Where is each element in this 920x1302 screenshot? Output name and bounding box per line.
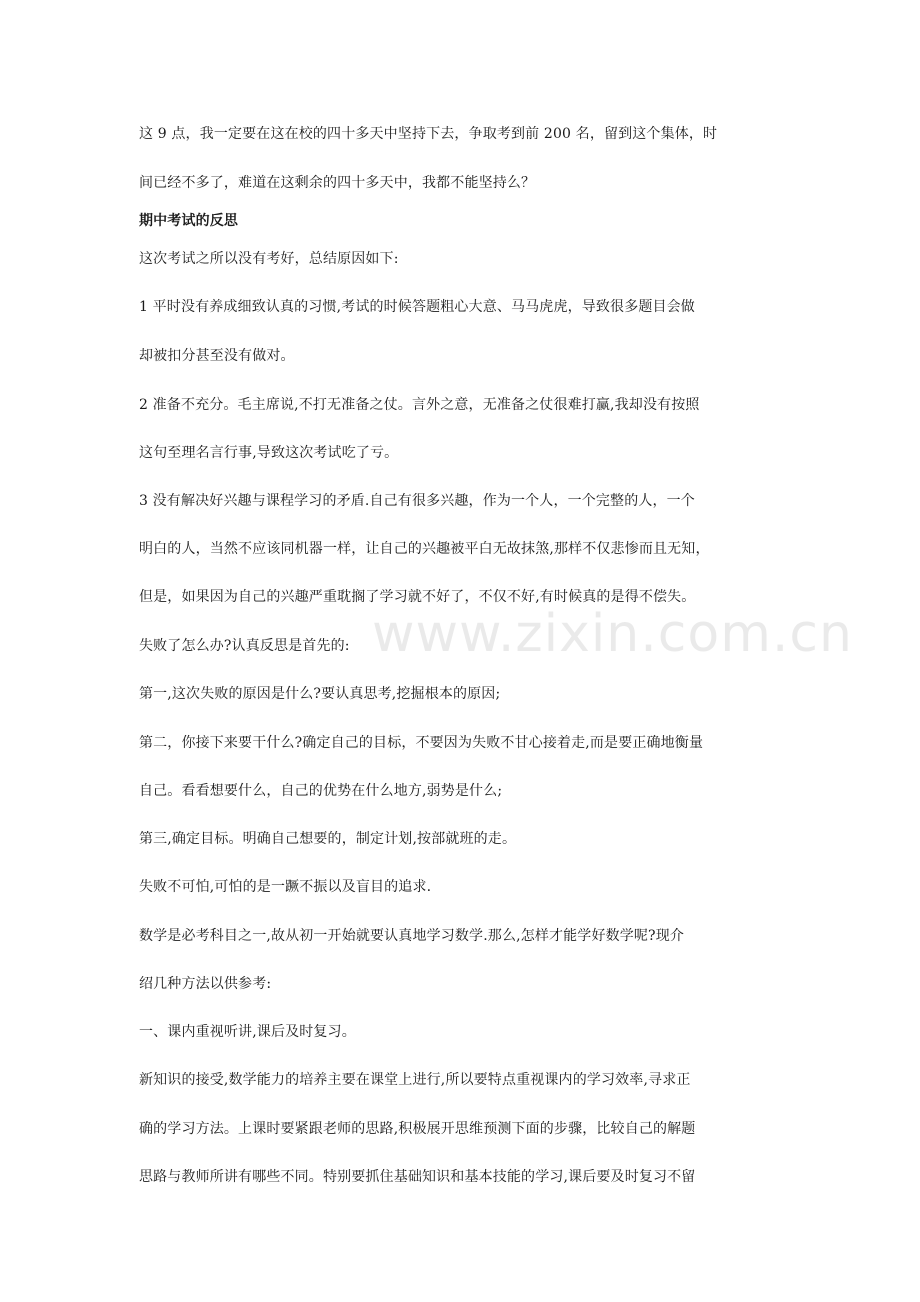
text-line: 一、课内重视听讲,课后及时复习。 bbox=[139, 1024, 356, 1040]
section-heading: 期中考试的反思 bbox=[139, 213, 239, 229]
text-line: 第三,确定目标。明确自己想要的，制定计划,按部就班的走。 bbox=[139, 831, 517, 847]
text-line: 自己。看看想要什么，自己的优势在什么地方,弱势是什么; bbox=[139, 783, 503, 799]
text-line: 绍几种方法以供参考: bbox=[139, 976, 272, 992]
text-line: 思路与教师所讲有哪些不同。特别要抓住基础知识和基本技能的学习,课后要及时复习不留 bbox=[139, 1169, 696, 1185]
text-line: 2 准备不充分。毛主席说,不打无准备之仗。言外之意，无准备之仗很难打赢,我却没有按照 bbox=[139, 397, 700, 413]
text-line: 失败了怎么办?认真反思是首先的: bbox=[139, 638, 350, 654]
text-line: 失败不可怕,可怕的是一蹶不振以及盲目的追求. bbox=[139, 879, 432, 895]
watermark: www.zixin.com.cn bbox=[372, 604, 853, 664]
text-line: 数学是必考科目之一,故从初一开始就要认真地学习数学.那么,怎样才能学好数学呢?现介 bbox=[139, 928, 685, 944]
text-line: 却被扣分甚至没有做对。 bbox=[139, 348, 295, 364]
text-line: 间已经不多了，难道在这剩余的四十多天中，我都不能坚持么？ bbox=[139, 175, 536, 191]
text-line: 1 平时没有养成细致认真的习惯,考试的时候答题粗心大意、马马虎虎，导致很多题目会做 bbox=[139, 299, 695, 315]
text-line: 这次考试之所以没有考好，总结原因如下: bbox=[139, 251, 399, 267]
text-line: 确的学习方法。上课时要紧跟老师的思路,积极展开思维预测下面的步骤，比较自己的解题 bbox=[139, 1121, 696, 1137]
text-line: 但是，如果因为自己的兴趣严重耽搁了学习就不好了，不仅不好,有时候真的是得不偿失。 bbox=[139, 589, 696, 605]
text-line: 这句至理名言行事,导致这次考试吃了亏。 bbox=[139, 445, 399, 461]
text-line: 3 没有解决好兴趣与课程学习的矛盾.自己有很多兴趣，作为一个人，一个完整的人，一个 bbox=[139, 493, 695, 509]
text-line: 第二，你接下来要干什么?确定自己的目标，不要因为失败不甘心接着走,而是要正确地衡量 bbox=[139, 735, 704, 751]
text-line: 这 9 点，我一定要在这在校的四十多天中坚持下去，争取考到前 200 名，留到这个集体，时 bbox=[139, 126, 718, 142]
text-line: 明白的人，当然不应该同机器一样，让自己的兴趣被平白无故抹煞,那样不仅悲惨而且无知， bbox=[139, 541, 710, 557]
text-line: 新知识的接受,数学能力的培养主要在课堂上进行,所以要特点重视课内的学习效率,寻求正 bbox=[139, 1072, 691, 1088]
text-line: 第一,这次失败的原因是什么?要认真思考,挖掘根本的原因; bbox=[139, 686, 501, 702]
